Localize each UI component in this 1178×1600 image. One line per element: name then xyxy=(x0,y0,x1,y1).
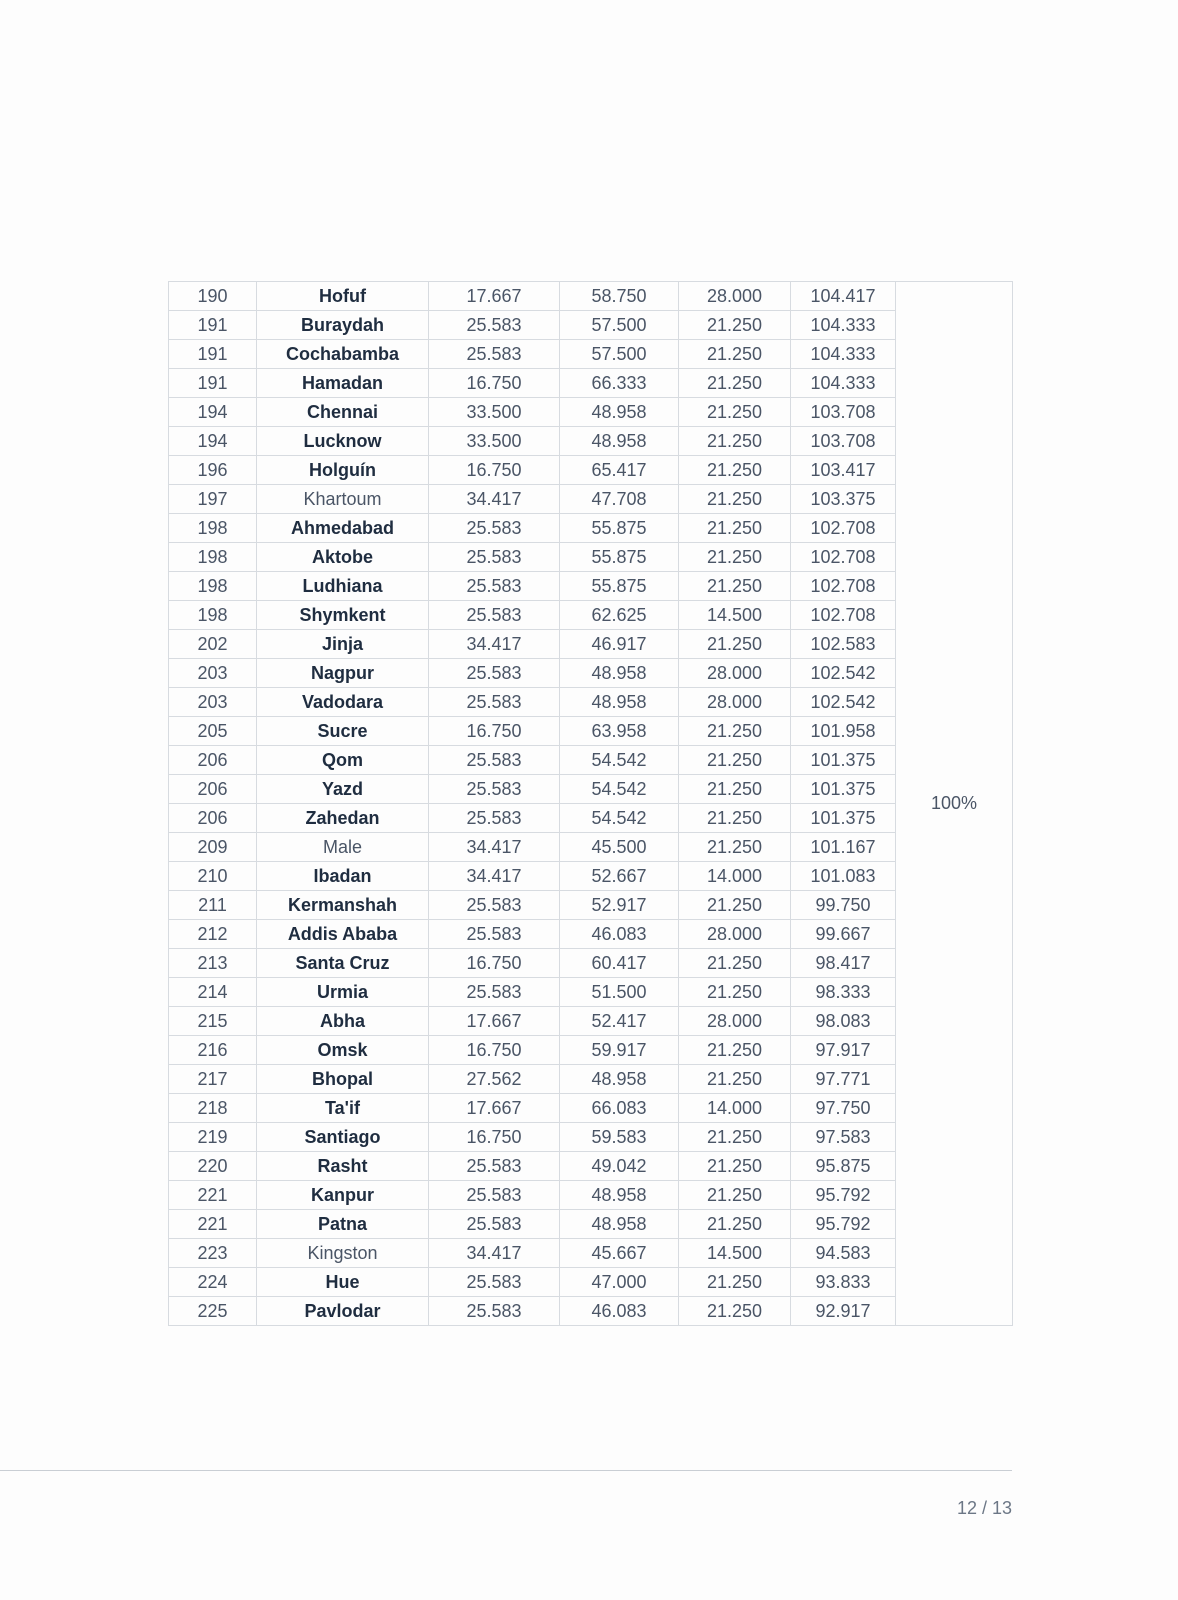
table-body xyxy=(169,282,1013,1326)
score-a-cell: 16.750 xyxy=(429,1036,560,1065)
total-cell: 102.542 xyxy=(791,659,896,688)
score-b-cell: 54.542 xyxy=(560,746,679,775)
rank-cell: 220 xyxy=(169,1152,257,1181)
table-row xyxy=(169,398,1013,427)
total-cell: 95.875 xyxy=(791,1152,896,1181)
total-cell: 101.375 xyxy=(791,746,896,775)
table-row xyxy=(169,572,1013,601)
score-a-cell: 17.667 xyxy=(429,282,560,311)
score-b-cell: 66.083 xyxy=(560,1094,679,1123)
score-a-cell: 25.583 xyxy=(429,514,560,543)
score-a-cell: 34.417 xyxy=(429,862,560,891)
table-row xyxy=(169,920,1013,949)
rank-cell: 194 xyxy=(169,427,257,456)
city-cell: Chennai xyxy=(257,398,429,427)
score-c-cell: 28.000 xyxy=(679,659,791,688)
score-a-cell: 25.583 xyxy=(429,659,560,688)
table-row xyxy=(169,1036,1013,1065)
merged-percentage-cell: 100% xyxy=(896,282,1013,1326)
city-cell: Rasht xyxy=(257,1152,429,1181)
score-a-cell: 25.583 xyxy=(429,340,560,369)
table-row xyxy=(169,833,1013,862)
score-c-cell: 21.250 xyxy=(679,1152,791,1181)
rank-cell: 194 xyxy=(169,398,257,427)
total-cell: 101.958 xyxy=(791,717,896,746)
total-cell: 103.708 xyxy=(791,398,896,427)
score-c-cell: 21.250 xyxy=(679,543,791,572)
score-a-cell: 17.667 xyxy=(429,1094,560,1123)
rank-cell: 216 xyxy=(169,1036,257,1065)
table-row xyxy=(169,1094,1013,1123)
table-row xyxy=(169,514,1013,543)
score-a-cell: 25.583 xyxy=(429,978,560,1007)
total-cell: 104.333 xyxy=(791,369,896,398)
rank-cell: 211 xyxy=(169,891,257,920)
rank-cell: 215 xyxy=(169,1007,257,1036)
table-row xyxy=(169,1268,1013,1297)
table-row xyxy=(169,688,1013,717)
score-a-cell: 34.417 xyxy=(429,630,560,659)
rank-cell: 198 xyxy=(169,514,257,543)
score-a-cell: 34.417 xyxy=(429,1239,560,1268)
score-c-cell: 21.250 xyxy=(679,1123,791,1152)
score-c-cell: 21.250 xyxy=(679,311,791,340)
score-b-cell: 48.958 xyxy=(560,659,679,688)
score-a-cell: 16.750 xyxy=(429,1123,560,1152)
table-row xyxy=(169,775,1013,804)
score-c-cell: 21.250 xyxy=(679,804,791,833)
rank-cell: 213 xyxy=(169,949,257,978)
rank-cell: 223 xyxy=(169,1239,257,1268)
score-c-cell: 14.000 xyxy=(679,1094,791,1123)
rank-cell: 214 xyxy=(169,978,257,1007)
score-b-cell: 57.500 xyxy=(560,340,679,369)
city-cell: Male xyxy=(257,833,429,862)
score-c-cell: 21.250 xyxy=(679,1297,791,1326)
city-cell: Santiago xyxy=(257,1123,429,1152)
score-a-cell: 16.750 xyxy=(429,717,560,746)
score-c-cell: 21.250 xyxy=(679,978,791,1007)
score-a-cell: 17.667 xyxy=(429,1007,560,1036)
score-b-cell: 48.958 xyxy=(560,1065,679,1094)
city-cell: Cochabamba xyxy=(257,340,429,369)
city-cell: Santa Cruz xyxy=(257,949,429,978)
rank-cell: 191 xyxy=(169,340,257,369)
city-cell: Aktobe xyxy=(257,543,429,572)
city-cell: Hamadan xyxy=(257,369,429,398)
table-row xyxy=(169,1210,1013,1239)
total-cell: 99.750 xyxy=(791,891,896,920)
city-cell: Hofuf xyxy=(257,282,429,311)
score-c-cell: 28.000 xyxy=(679,282,791,311)
score-c-cell: 28.000 xyxy=(679,1007,791,1036)
rank-cell: 206 xyxy=(169,746,257,775)
score-a-cell: 16.750 xyxy=(429,456,560,485)
city-cell: Ibadan xyxy=(257,862,429,891)
score-c-cell: 21.250 xyxy=(679,572,791,601)
city-cell: Patna xyxy=(257,1210,429,1239)
total-cell: 92.917 xyxy=(791,1297,896,1326)
score-a-cell: 25.583 xyxy=(429,920,560,949)
total-cell: 94.583 xyxy=(791,1239,896,1268)
score-a-cell: 25.583 xyxy=(429,688,560,717)
score-c-cell: 21.250 xyxy=(679,369,791,398)
score-a-cell: 25.583 xyxy=(429,572,560,601)
total-cell: 95.792 xyxy=(791,1210,896,1239)
score-c-cell: 21.250 xyxy=(679,456,791,485)
total-cell: 102.583 xyxy=(791,630,896,659)
score-b-cell: 57.500 xyxy=(560,311,679,340)
total-cell: 98.333 xyxy=(791,978,896,1007)
table-row xyxy=(169,1239,1013,1268)
table-row xyxy=(169,1065,1013,1094)
table-row xyxy=(169,485,1013,514)
score-c-cell: 21.250 xyxy=(679,1065,791,1094)
city-cell: Kanpur xyxy=(257,1181,429,1210)
score-a-cell: 25.583 xyxy=(429,891,560,920)
city-cell: Lucknow xyxy=(257,427,429,456)
score-b-cell: 45.667 xyxy=(560,1239,679,1268)
table-row xyxy=(169,427,1013,456)
table-row xyxy=(169,311,1013,340)
rank-cell: 224 xyxy=(169,1268,257,1297)
table-row xyxy=(169,949,1013,978)
rank-cell: 196 xyxy=(169,456,257,485)
city-cell: Urmia xyxy=(257,978,429,1007)
score-b-cell: 59.583 xyxy=(560,1123,679,1152)
city-cell: Omsk xyxy=(257,1036,429,1065)
rank-cell: 210 xyxy=(169,862,257,891)
city-cell: Ta'if xyxy=(257,1094,429,1123)
score-b-cell: 52.667 xyxy=(560,862,679,891)
rank-cell: 219 xyxy=(169,1123,257,1152)
city-cell: Shymkent xyxy=(257,601,429,630)
score-c-cell: 28.000 xyxy=(679,920,791,949)
footer-divider xyxy=(0,1470,1012,1471)
table-row xyxy=(169,746,1013,775)
score-a-cell: 16.750 xyxy=(429,949,560,978)
score-c-cell: 21.250 xyxy=(679,485,791,514)
score-a-cell: 25.583 xyxy=(429,311,560,340)
score-a-cell: 25.583 xyxy=(429,1152,560,1181)
total-cell: 102.708 xyxy=(791,601,896,630)
total-cell: 97.583 xyxy=(791,1123,896,1152)
score-a-cell: 25.583 xyxy=(429,1297,560,1326)
score-b-cell: 54.542 xyxy=(560,804,679,833)
table-row xyxy=(169,862,1013,891)
score-a-cell: 25.583 xyxy=(429,601,560,630)
score-c-cell: 14.000 xyxy=(679,862,791,891)
city-cell: Kermanshah xyxy=(257,891,429,920)
city-cell: Khartoum xyxy=(257,485,429,514)
rank-cell: 212 xyxy=(169,920,257,949)
score-c-cell: 21.250 xyxy=(679,427,791,456)
rank-cell: 197 xyxy=(169,485,257,514)
city-cell: Abha xyxy=(257,1007,429,1036)
table-row xyxy=(169,1007,1013,1036)
score-b-cell: 48.958 xyxy=(560,398,679,427)
total-cell: 102.542 xyxy=(791,688,896,717)
total-cell: 104.417 xyxy=(791,282,896,311)
score-a-cell: 34.417 xyxy=(429,485,560,514)
city-cell: Bhopal xyxy=(257,1065,429,1094)
score-a-cell: 25.583 xyxy=(429,1268,560,1297)
city-cell: Vadodara xyxy=(257,688,429,717)
score-c-cell: 21.250 xyxy=(679,891,791,920)
table-row xyxy=(169,369,1013,398)
score-b-cell: 47.000 xyxy=(560,1268,679,1297)
score-a-cell: 27.562 xyxy=(429,1065,560,1094)
total-cell: 95.792 xyxy=(791,1181,896,1210)
rank-cell: 203 xyxy=(169,659,257,688)
rank-cell: 198 xyxy=(169,601,257,630)
rank-cell: 191 xyxy=(169,369,257,398)
table-row xyxy=(169,1297,1013,1326)
rank-cell: 202 xyxy=(169,630,257,659)
table-row xyxy=(169,456,1013,485)
table-row xyxy=(169,543,1013,572)
score-c-cell: 21.250 xyxy=(679,833,791,862)
rank-cell: 221 xyxy=(169,1181,257,1210)
score-b-cell: 62.625 xyxy=(560,601,679,630)
score-c-cell: 21.250 xyxy=(679,1036,791,1065)
rank-cell: 221 xyxy=(169,1210,257,1239)
score-b-cell: 65.417 xyxy=(560,456,679,485)
total-cell: 102.708 xyxy=(791,543,896,572)
total-cell: 93.833 xyxy=(791,1268,896,1297)
city-cell: Ahmedabad xyxy=(257,514,429,543)
table-row xyxy=(169,340,1013,369)
total-cell: 97.771 xyxy=(791,1065,896,1094)
rank-cell: 205 xyxy=(169,717,257,746)
data-table-container xyxy=(168,281,1012,1326)
table-row xyxy=(169,630,1013,659)
score-b-cell: 52.417 xyxy=(560,1007,679,1036)
score-b-cell: 54.542 xyxy=(560,775,679,804)
rank-cell: 206 xyxy=(169,804,257,833)
score-a-cell: 25.583 xyxy=(429,746,560,775)
city-cell: Sucre xyxy=(257,717,429,746)
score-b-cell: 46.917 xyxy=(560,630,679,659)
score-c-cell: 21.250 xyxy=(679,717,791,746)
table-row xyxy=(169,1181,1013,1210)
score-a-cell: 33.500 xyxy=(429,427,560,456)
score-c-cell: 21.250 xyxy=(679,949,791,978)
total-cell: 104.333 xyxy=(791,311,896,340)
city-cell: Yazd xyxy=(257,775,429,804)
score-c-cell: 21.250 xyxy=(679,775,791,804)
score-b-cell: 60.417 xyxy=(560,949,679,978)
city-ranking-table xyxy=(168,281,1013,1326)
score-b-cell: 45.500 xyxy=(560,833,679,862)
score-b-cell: 55.875 xyxy=(560,572,679,601)
rank-cell: 198 xyxy=(169,543,257,572)
total-cell: 101.375 xyxy=(791,775,896,804)
city-cell: Addis Ababa xyxy=(257,920,429,949)
city-cell: Holguín xyxy=(257,456,429,485)
total-cell: 99.667 xyxy=(791,920,896,949)
total-cell: 103.375 xyxy=(791,485,896,514)
score-a-cell: 34.417 xyxy=(429,833,560,862)
score-b-cell: 48.958 xyxy=(560,1210,679,1239)
score-c-cell: 14.500 xyxy=(679,1239,791,1268)
city-cell: Buraydah xyxy=(257,311,429,340)
score-c-cell: 21.250 xyxy=(679,1210,791,1239)
rank-cell: 206 xyxy=(169,775,257,804)
score-c-cell: 21.250 xyxy=(679,1268,791,1297)
table-row xyxy=(169,717,1013,746)
score-b-cell: 48.958 xyxy=(560,427,679,456)
score-a-cell: 25.583 xyxy=(429,543,560,572)
score-c-cell: 21.250 xyxy=(679,1181,791,1210)
score-c-cell: 21.250 xyxy=(679,514,791,543)
score-c-cell: 21.250 xyxy=(679,398,791,427)
rank-cell: 190 xyxy=(169,282,257,311)
score-b-cell: 48.958 xyxy=(560,688,679,717)
city-cell: Pavlodar xyxy=(257,1297,429,1326)
score-c-cell: 28.000 xyxy=(679,688,791,717)
total-cell: 104.333 xyxy=(791,340,896,369)
score-c-cell: 21.250 xyxy=(679,340,791,369)
city-cell: Qom xyxy=(257,746,429,775)
score-b-cell: 66.333 xyxy=(560,369,679,398)
total-cell: 98.417 xyxy=(791,949,896,978)
score-b-cell: 46.083 xyxy=(560,1297,679,1326)
score-b-cell: 46.083 xyxy=(560,920,679,949)
score-c-cell: 21.250 xyxy=(679,746,791,775)
rank-cell: 218 xyxy=(169,1094,257,1123)
total-cell: 101.375 xyxy=(791,804,896,833)
score-b-cell: 49.042 xyxy=(560,1152,679,1181)
city-cell: Nagpur xyxy=(257,659,429,688)
rank-cell: 225 xyxy=(169,1297,257,1326)
page-number: 12 / 13 xyxy=(956,1498,1012,1518)
rank-cell: 209 xyxy=(169,833,257,862)
score-b-cell: 47.708 xyxy=(560,485,679,514)
score-b-cell: 52.917 xyxy=(560,891,679,920)
rank-cell: 203 xyxy=(169,688,257,717)
score-c-cell: 21.250 xyxy=(679,630,791,659)
rank-cell: 191 xyxy=(169,311,257,340)
score-a-cell: 25.583 xyxy=(429,804,560,833)
table-row xyxy=(169,1123,1013,1152)
rank-cell: 217 xyxy=(169,1065,257,1094)
score-b-cell: 48.958 xyxy=(560,1181,679,1210)
score-a-cell: 25.583 xyxy=(429,1210,560,1239)
total-cell: 102.708 xyxy=(791,514,896,543)
total-cell: 98.083 xyxy=(791,1007,896,1036)
total-cell: 102.708 xyxy=(791,572,896,601)
score-a-cell: 25.583 xyxy=(429,775,560,804)
city-cell: Zahedan xyxy=(257,804,429,833)
table-row xyxy=(169,282,1013,311)
score-b-cell: 58.750 xyxy=(560,282,679,311)
table-row xyxy=(169,659,1013,688)
total-cell: 101.083 xyxy=(791,862,896,891)
total-cell: 97.750 xyxy=(791,1094,896,1123)
score-a-cell: 16.750 xyxy=(429,369,560,398)
score-a-cell: 25.583 xyxy=(429,1181,560,1210)
table-row xyxy=(169,891,1013,920)
score-b-cell: 63.958 xyxy=(560,717,679,746)
score-c-cell: 14.500 xyxy=(679,601,791,630)
city-cell: Hue xyxy=(257,1268,429,1297)
table-row xyxy=(169,1152,1013,1181)
score-b-cell: 55.875 xyxy=(560,514,679,543)
table-row xyxy=(169,601,1013,630)
table-row xyxy=(169,978,1013,1007)
total-cell: 103.708 xyxy=(791,427,896,456)
score-b-cell: 55.875 xyxy=(560,543,679,572)
city-cell: Jinja xyxy=(257,630,429,659)
total-cell: 101.167 xyxy=(791,833,896,862)
total-cell: 103.417 xyxy=(791,456,896,485)
table-row xyxy=(169,804,1013,833)
city-cell: Kingston xyxy=(257,1239,429,1268)
score-b-cell: 59.917 xyxy=(560,1036,679,1065)
score-b-cell: 51.500 xyxy=(560,978,679,1007)
rank-cell: 198 xyxy=(169,572,257,601)
city-cell: Ludhiana xyxy=(257,572,429,601)
score-a-cell: 33.500 xyxy=(429,398,560,427)
total-cell: 97.917 xyxy=(791,1036,896,1065)
